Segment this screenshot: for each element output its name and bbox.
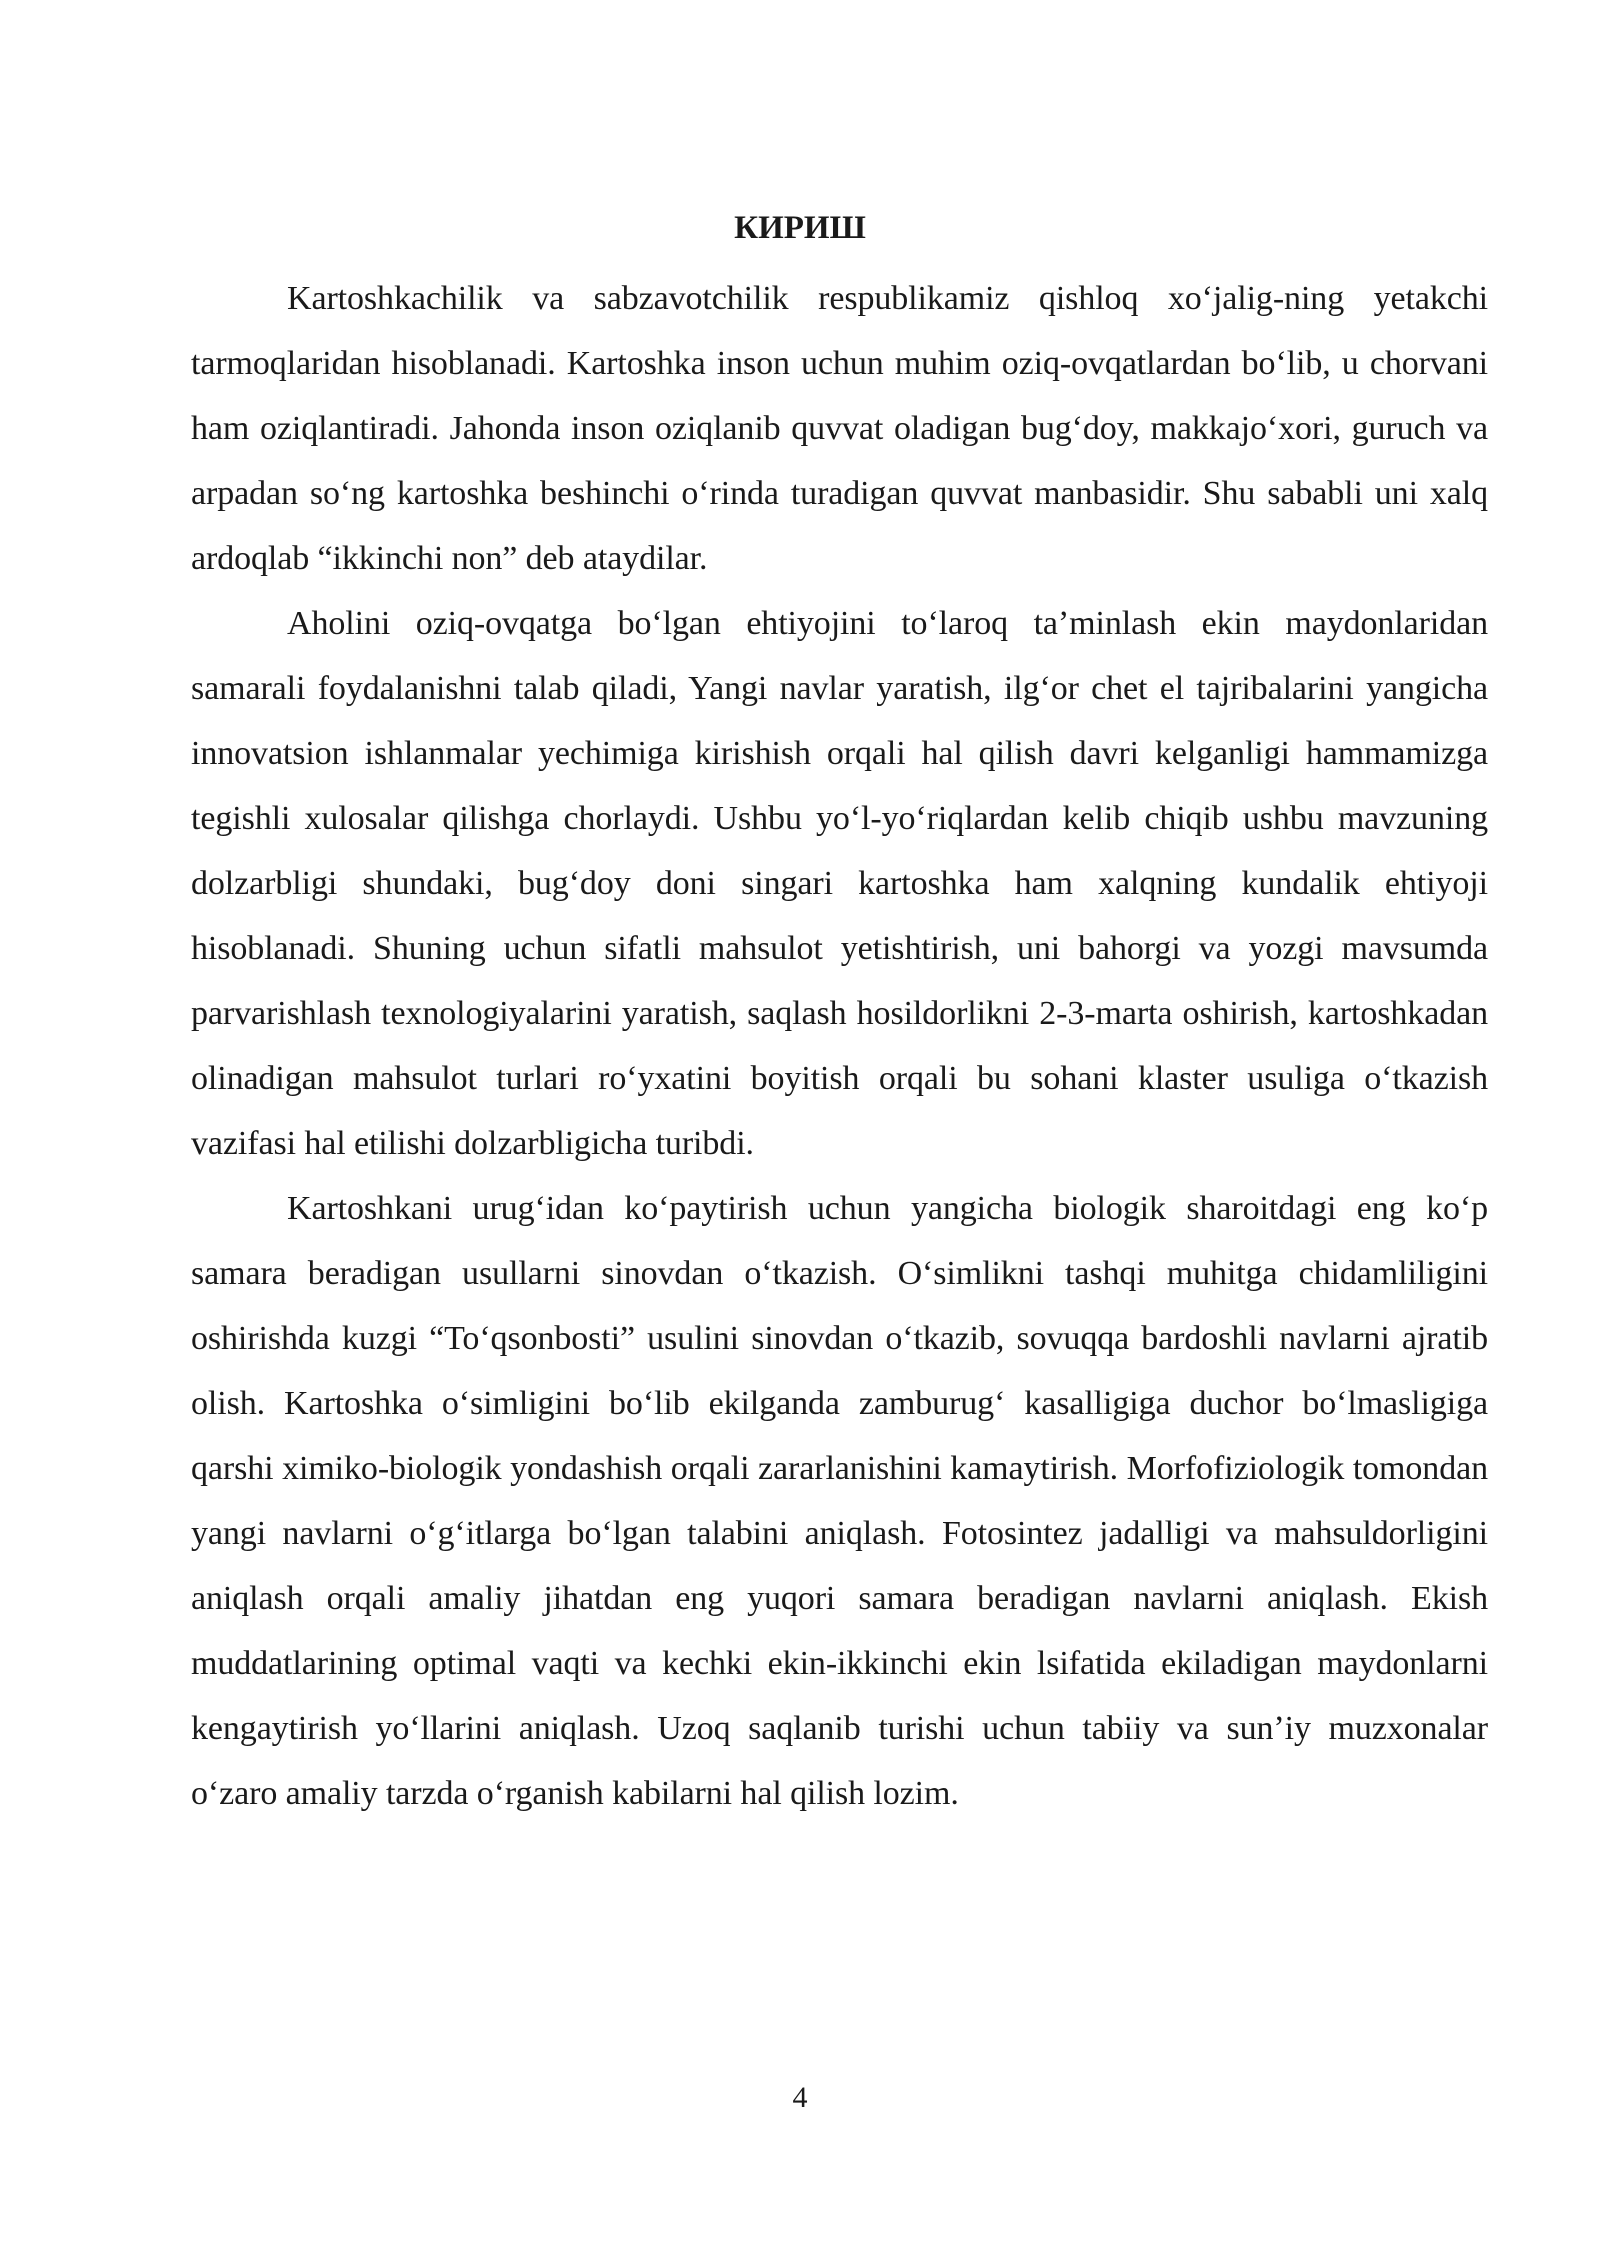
paragraph-1: Kartoshkachilik va sabzavotchilik respublikamiz qishloq xoʻjalig-ning yetakchi tarmoqlaridan hisoblanadi. Kartoshka inson uchun muhim oziq-ovqatlardan boʻlib, u chorvani ham oziqlantiradi. Jahonda inson oziqlanib quvvat oladigan bugʻdoy, makkajoʻxori, guruch va arpadan soʻng kartoshka beshinchi oʻrinda turadigan quvvat manbasidir. Shu sababli uni xalq ardoqlab “ikkinchi non” deb ataydilar. xyxy=(191,280,1488,577)
paragraph-3: Kartoshkani urugʻidan koʻpaytirish uchun yangicha biologik sharoitdagi eng koʻp samara beradigan usullarni sinovdan oʻtkazish. Oʻsimlikni tashqi muhitga chidamliligini oshirishda kuzgi “Toʻqsonbosti” usulini sinovdan oʻtkazib, sovuqqa bardoshli navlarni ajratib olish. Kartoshka oʻsimligini boʻlib ekilganda zamburugʻ kasalligiga duchor boʻlmasligiga qarshi ximiko-biologik yondashish orqali zararlanishini kamaytirish. Morfofiziologik tomondan yangi navlarni oʻgʻitlarga boʻlgan talabini aniqlash. Fotosintez jadalligi va mahsuldorligini aniqlash orqali amaliy jihatdan eng yuqori samara beradigan navlarni aniqlash. Ekish muddatlarining optimal vaqti va kechki ekin-ikkinchi ekin lsifatida ekiladigan maydonlarni kengaytirish yoʻllarini aniqlash. Uzoq saqlanib turishi uchun tabiiy va sunʼiy muzxonalar oʻzaro amaliy tarzda oʻrganish kabilarni hal qilish lozim. xyxy=(191,1190,1488,1812)
page-title: КИРИШ xyxy=(734,210,866,246)
page-number: 4 xyxy=(792,2081,808,2114)
paragraph-2: Aholini oziq-ovqatga boʻlgan ehtiyojini toʻlaroq taʼminlash ekin maydonlaridan samarali foydalanishni talab qiladi, Yangi navlar yaratish, ilgʻor chet el tajribalarini yangicha innovatsion ishlanmalar yechimiga kirishish orqali hal qilish davri kelganligi hammamizga tegishli xulosalar qilishga chorlaydi. Ushbu yoʻl-yoʻriqlardan kelib chiqib ushbu mavzuning dolzarbligi shundaki, bugʻdoy doni singari kartoshka ham xalqning kundalik ehtiyoji hisoblanadi. Shuning uchun sifatli mahsulot yetishtirish, uni bahorgi va yozgi mavsumda parvarishlash texnologiyalarini yaratish, saqlash hosildorlikni 2-3-marta oshirish, kartoshkadan olinadigan mahsulot turlari roʻyxatini boyitish orqali bu sohani klaster usuliga oʻtkazish vazifasi hal etilishi dolzarbligicha turibdi. xyxy=(191,605,1488,1162)
body-text xyxy=(191,266,1488,1826)
